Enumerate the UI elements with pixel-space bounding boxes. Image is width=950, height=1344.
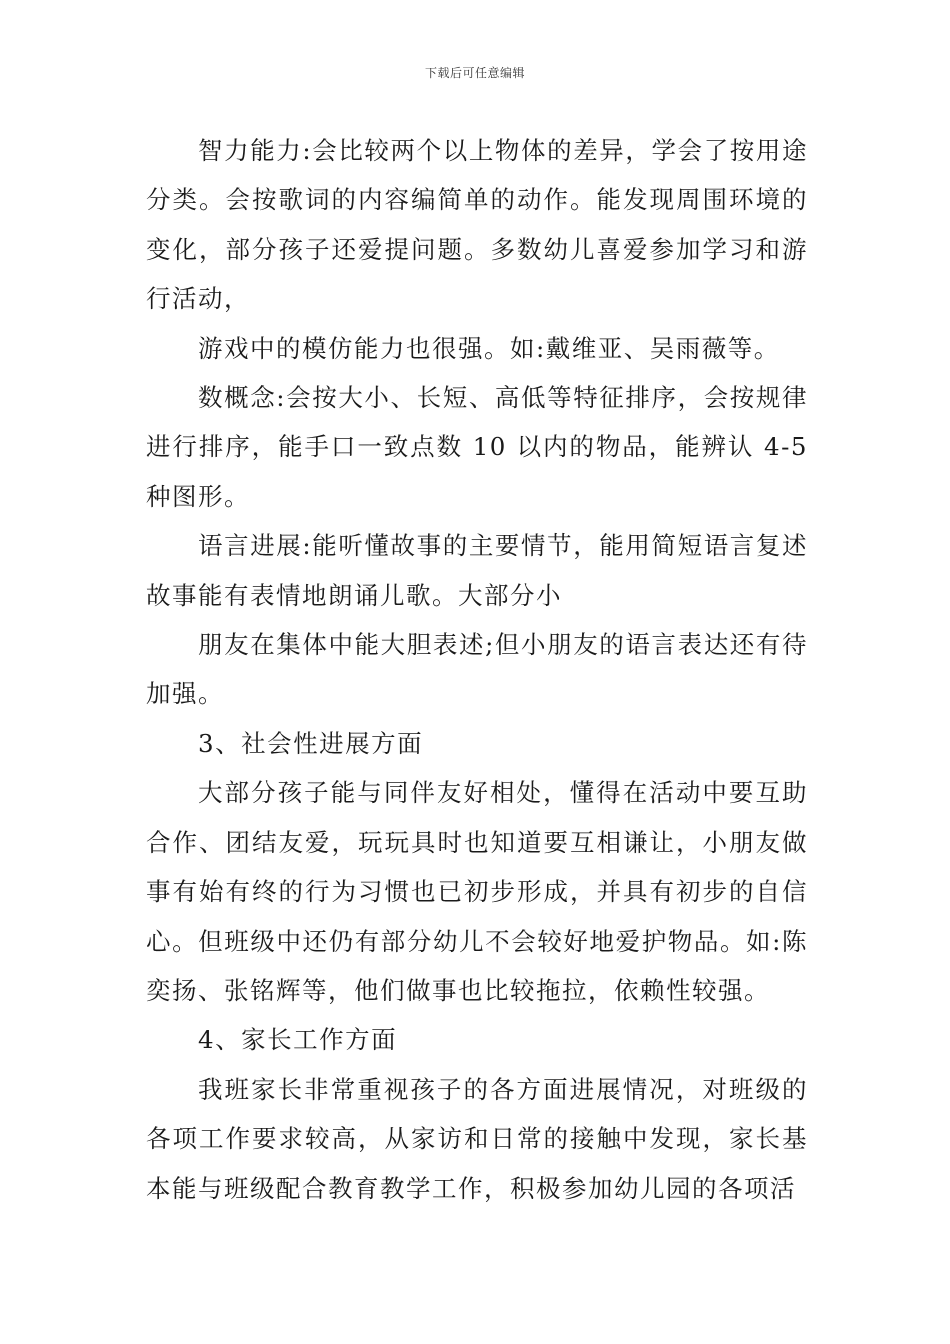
- document-body: [146, 126, 808, 1213]
- paragraph-parent-work: 我班家长非常重视孩子的各方面进展情况，对班级的各项工作要求较高，从家访和日常的接触中发现，家长基本能与班级配合教育教学工作，积极参加幼儿园的各项活: [146, 1074, 808, 1203]
- paragraph-number-concept: 数概念:会按大小、长短、高低等特征排序，会按规律进行排序，能手口一致点数 10 以内的物品，能辨认 4-5 种图形。: [146, 383, 808, 511]
- paragraph-social-development: 大部分孩子能与同伴友好相处，懂得在活动中要互助合作、团结友爱，玩玩具时也知道要互相谦让，小朋友做事有始有终的行为习惯也已初步形成，并具有初步的自信心。但班级中还仍有部分幼儿不会较好地爱护物品。如:陈奕扬、张铭辉等，他们做事也比较拖拉，依赖性较强。: [146, 778, 808, 1005]
- section-heading-parent-work: 4、家长工作方面: [198, 1025, 398, 1055]
- paragraph-language-expression: 朋友在集体中能大胆表述;但小朋友的语言表达还有待加强。: [146, 630, 808, 709]
- page-header: 下载后可任意编辑: [424, 66, 525, 80]
- paragraph-imitation-ability: 游戏中的模仿能力也很强。如:戴维亚、吴雨薇等。: [198, 333, 780, 363]
- paragraph-intellectual-ability: 智力能力:会比较两个以上物体的差异，学会了按用途分类。会按歌词的内容编简单的动作。能发现周围环境的变化，部分孩子还爱提问题。多数幼儿喜爱参加学习和游行活动，: [146, 136, 808, 314]
- section-heading-social-development: 3、社会性进展方面: [198, 728, 424, 758]
- paragraph-language-development: 语言进展:能听懂故事的主要情节，能用简短语言复述故事能有表情地朗诵儿歌。大部分小: [146, 531, 808, 610]
